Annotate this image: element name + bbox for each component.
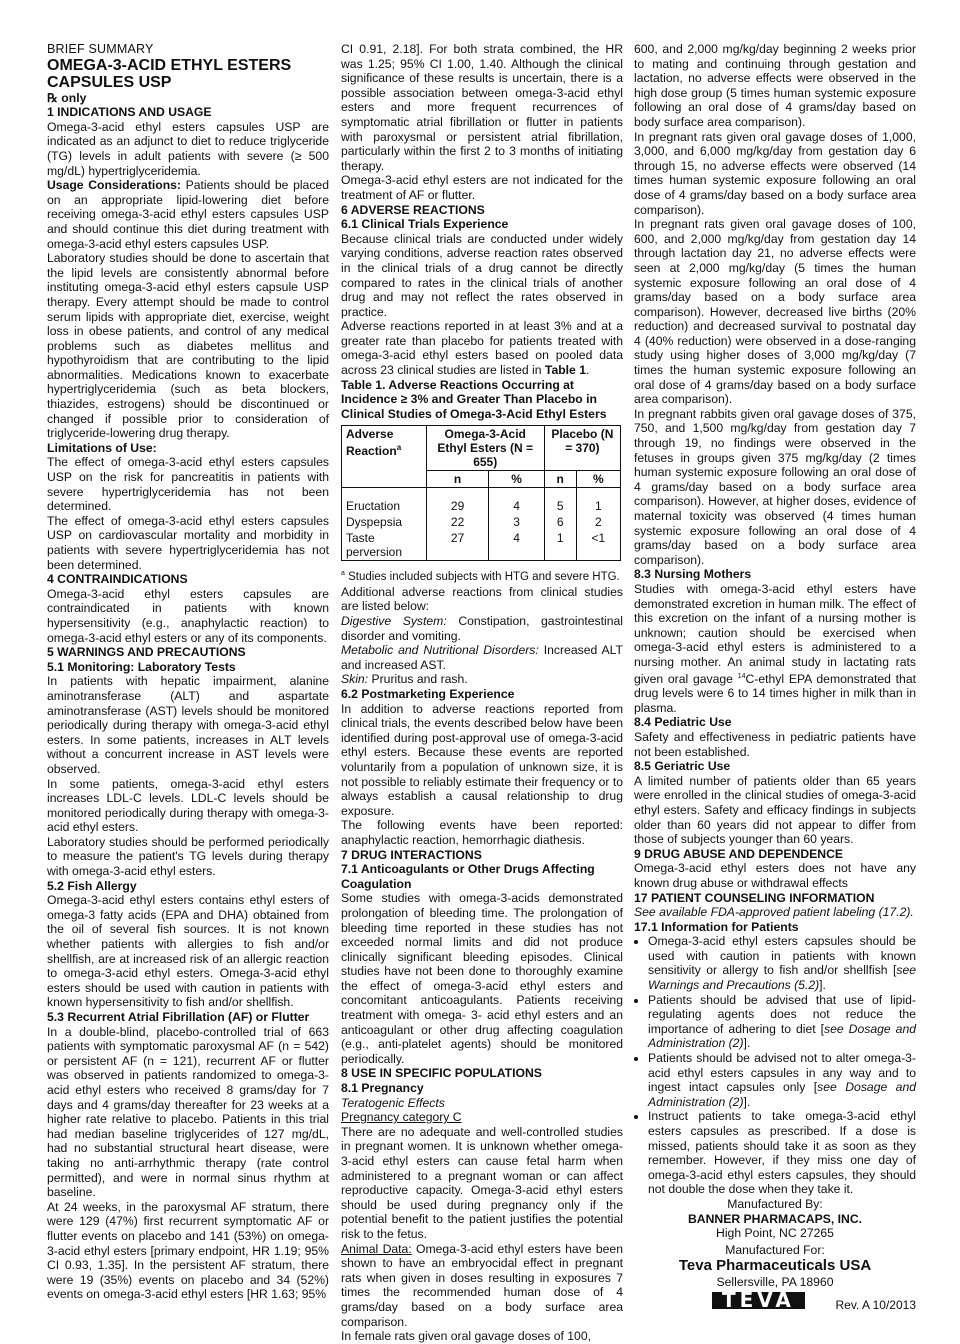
list-item bbox=[648, 934, 916, 992]
clinical-trials-period: . bbox=[586, 363, 590, 378]
bullet-1-reference: see Warnings and Precautions (5.2) bbox=[648, 963, 916, 993]
metabolic-line bbox=[341, 643, 623, 672]
clinical-trials-text: Adverse reactions reported in at least 3% and at a greater rate than placebo for patients treated with omega-3-acid ethyl esters based on pooled data across 23 clinical studies are listed in bbox=[341, 319, 623, 378]
metabolic-label: Metabolic and Nutritional Disorders: bbox=[341, 643, 539, 658]
drug-pct-header: % bbox=[489, 471, 544, 488]
section-8-4-heading: 8.4 Pediatric Use bbox=[634, 715, 732, 730]
adverse-reaction-header-text: Adverse Reaction bbox=[346, 427, 397, 459]
revision-label: Rev. A 10/2013 bbox=[835, 1297, 916, 1312]
usage-considerations-text: Patients should be placed on an appropriate lipid-lowering diet before receiving omega-3-acid ethyl esters capsules USP and should continue this diet during treatment with omega-3-acid ethyl esters capsules USP. bbox=[47, 178, 329, 251]
section-8-1-heading: 8.1 Pregnancy bbox=[341, 1081, 424, 1096]
digestive-text: Constipation, gastrointestinal disorder and vomiting. bbox=[341, 614, 624, 643]
skin-label: Skin: bbox=[341, 672, 369, 687]
footnote-marker: a bbox=[341, 570, 345, 578]
placebo-pct: 1 bbox=[576, 498, 620, 514]
section-4-heading: 4 CONTRAINDICATIONS bbox=[47, 572, 188, 587]
document-title-line1: OMEGA-3-ACID ETHYL ESTERS bbox=[47, 56, 292, 74]
distributor-name: Teva Pharmaceuticals USA bbox=[678, 1257, 872, 1275]
bullet-2-close: ]. bbox=[743, 1036, 751, 1051]
section-17-1-heading: 17.1 Information for Patients bbox=[634, 919, 799, 934]
footer-row bbox=[634, 1287, 916, 1316]
contraindications-paragraph: Omega-3-acid ethyl esters capsules are contraindicated in patients with known hypersensitivity (e.g., anaphylactic reaction) to omega-3-acid ethyl esters or any of its components. bbox=[47, 586, 329, 645]
female-rats-paragraph: In female rats given oral gavage doses of 100, bbox=[341, 1329, 591, 1344]
anticoagulants-paragraph: Some studies with omega-3-acids demonstrated prolongation of bleeding time. The prolongation of bleeding time reported in these studies has not exceeded normal limits and did not produce clinically significant bleeding episodes. Clinical studies have not been done to thoroughly examine the effect of omega-3-acid ethyl esters and concomitant anticoagulants. Patients receiving treatment with omega- 3- acid ethyl esters and an anticoagulant or other drug affecting coagulation (e.g., anti-platelet agents) should be monitored periodically. bbox=[341, 891, 623, 1066]
isotope-superscript: 14 bbox=[737, 672, 746, 680]
digestive-label: Digestive System: bbox=[341, 614, 447, 629]
skin-line bbox=[341, 672, 623, 687]
nursing-text-a: Studies with omega-3-acid ethyl esters have demonstrated excretion in human milk. The effect of this excretion on the infant of a nursing mother is unknown; caution should be exercised when omega-3-acid ethyl esters is administered to a nursing mother. An animal study in lactating rats given oral gavage bbox=[634, 581, 916, 686]
placebo-n-header: n bbox=[544, 471, 576, 488]
bullet-1-text: Omega-3-acid ethyl esters capsules should be used with caution in patients with known sensitivity or allergy to fish and/or shellfish [ bbox=[648, 934, 916, 978]
atrial-fibrillation-paragraph-2: At 24 weeks, in the paroxysmal AF stratum, there were 129 (47%) first recurrent symptomatic AF or flutter events on placebo and 141 (53%) on omega-3-acid ethyl esters [primary endpoint, HR 1.19; 95% CI 0.93, 1.35]. In the persistent AF stratum, there were 19 (35%) events on placebo and 34 (52%) events on omega-3-acid ethyl esters [HR 1.63; 95% bbox=[47, 1199, 329, 1302]
column-2 bbox=[341, 42, 623, 1344]
clinical-trials-paragraph-1: Because clinical trials are conducted under widely varying conditions, adverse reaction rates observed in the clinical trials of a drug cannot be directly compared to rates in the clinical trials of another drug and may not reflect the rates observed in practice. bbox=[341, 231, 623, 319]
clinical-trials-paragraph-2 bbox=[341, 319, 623, 377]
section-5-heading: 5 WARNINGS AND PRECAUTIONS bbox=[47, 645, 246, 660]
placebo-n: 5 bbox=[544, 498, 576, 514]
teva-logo bbox=[712, 1287, 805, 1312]
section-7-1-heading: 7.1 Anticoagulants or Other Drugs Affecting Coagulation bbox=[341, 862, 595, 891]
manufactured-by-label: Manufactured By: bbox=[727, 1196, 823, 1211]
pregnancy-paragraph: There are no adequate and well-controlled studies in pregnant women. It is unknown whether omega-3-acid ethyl esters can cause fetal harm when administered to a pregnant woman or can affect reproductive capacity. Omega-3-acid ethyl esters should be used during pregnancy only if the potential benefit to the patient justifies the potential risk to the fetus. bbox=[341, 1124, 623, 1241]
additional-reactions-intro: Additional adverse reactions from clinical studies are listed below: bbox=[341, 584, 623, 614]
limitations-heading: Limitations of Use: bbox=[47, 440, 157, 455]
distributor-city: Sellersville, PA 18960 bbox=[716, 1275, 834, 1290]
bullet-2-text: Patients should be advised that use of lipid-regulating agents does not reduce the importance of adhering to diet [ bbox=[648, 992, 916, 1036]
manufacturer-name: BANNER PHARMACAPS, INC. bbox=[687, 1211, 863, 1226]
section-6-1-heading: 6.1 Clinical Trials Experience bbox=[341, 217, 509, 232]
animal-data-text: Omega-3-acid ethyl esters have been shown to have an embryocidal effect in pregnant rats when given in doses resulting in exposures 7 times the recommended human dose of 4 grams/day based on a body surface area comparison. bbox=[341, 1241, 623, 1329]
drug-pct: 4 bbox=[489, 498, 544, 514]
list-item bbox=[648, 993, 916, 1051]
pregnant-rats-paragraph-2: In pregnant rats given oral gavage doses of 100, 600, and 2,000 mg/kg/day from gestation day 14 through lactation day 21, no adverse effects were seen at 2,000 mg/kg/day (5 times the human systemic exposure following an oral dose of 4 grams/day based on a body surface area comparison). However, decreased live births (20% reduction) and decreased survival to postnatal day 4 (40% reduction) were observed in a dose-ranging study using higher doses of 3,000 mg/kg/day (7 times the human systemic exposure following an oral dose of 4 grams/day based on a body surface area comparison). bbox=[634, 217, 916, 407]
manufactured-for-label: Manufactured For: bbox=[725, 1242, 825, 1257]
fish-allergy-paragraph: Omega-3-acid ethyl esters contains ethyl esters of omega-3 fatty acids (EPA and DHA) obtained from the oil of several fish sources. It is not known whether patients with allergies to fish and/or shellfish, are at increased risk of an allergic reaction to omega-3-acid ethyl esters. Omega-3-acid ethyl esters should be used with caution in patients with known hypersensitivity to fish and/or shellfish. bbox=[47, 893, 329, 1010]
animal-data-paragraph bbox=[341, 1242, 623, 1330]
atrial-fibrillation-paragraph-1: In a double-blind, placebo-controlled trial of 663 patients with symptomatic paroxysmal AF (n = 542) or persistent AF (n = 121), recurrent AF or flutter was observed in patients randomized to omega-3-acid ethyl esters who received 8 grams/day for 7 days and 4 grams/day thereafter for 23 weeks at a higher rate relative to placebo. Patients in this trial had median baseline triglycerides of 127 mg/dL, had no substantial structural heart disease, were taking no anti-arrhythmic therapy (rate control permitted), and were in normal sinus rhythm at baseline. bbox=[47, 1024, 329, 1200]
limitations-paragraph-1: The effect of omega-3-acid ethyl esters capsules USP on the risk for pancreatitis in patients with severe hypertriglyceridemia has not been determined. bbox=[47, 455, 329, 514]
list-item bbox=[648, 1051, 916, 1109]
section-7-heading: 7 DRUG INTERACTIONS bbox=[341, 847, 482, 862]
patient-info-list bbox=[634, 934, 916, 1197]
table-row bbox=[342, 514, 621, 530]
table-row bbox=[342, 498, 621, 514]
reaction-name: Dyspepsia bbox=[342, 514, 427, 530]
metabolic-text: Increased ALT and increased AST. bbox=[341, 643, 623, 672]
bullet-3-close: ]. bbox=[743, 1094, 751, 1109]
usage-considerations-label: Usage Considerations: bbox=[47, 178, 181, 193]
teratogenic-effects-label: Teratogenic Effects bbox=[341, 1095, 445, 1110]
postmarketing-paragraph-2: The following events have been reported: anaphylactic reaction, hemorrhagic diathesis. bbox=[341, 818, 623, 847]
document-title-line2: CAPSULES USP bbox=[47, 73, 172, 91]
geriatric-use-paragraph: A limited number of patients older than 65 years were enrolled in the clinical studies of omega-3-acid ethyl esters. Safety and efficacy findings in subjects older than 60 years did not appear to differ from those of subjects younger than 60 years. bbox=[634, 773, 916, 847]
teva-logo-text: TEVA bbox=[712, 1292, 805, 1309]
drug-abuse-paragraph: Omega-3-acid ethyl esters does not have any known drug abuse or withdrawal effects bbox=[634, 861, 916, 890]
section-6-heading: 6 ADVERSE REACTIONS bbox=[341, 202, 485, 217]
skin-text: Pruritus and rash. bbox=[368, 672, 468, 687]
drug-n: 29 bbox=[426, 498, 489, 514]
drug-n-header: n bbox=[426, 471, 489, 488]
adverse-reaction-header bbox=[342, 426, 427, 471]
digestive-system-line bbox=[341, 614, 623, 643]
patient-labeling-note: See available FDA-approved patient labeling (17.2). bbox=[634, 905, 914, 920]
bullet-2-reference: see Dosage and Administration (2) bbox=[648, 1021, 916, 1051]
drug-pct: 3 bbox=[489, 514, 544, 530]
bullet-1-close: ]. bbox=[819, 978, 826, 993]
placebo-n: 1 bbox=[544, 530, 576, 561]
reaction-name: Taste perversion bbox=[342, 530, 427, 561]
pediatric-use-paragraph: Safety and effectiveness in pediatric patients have not been established. bbox=[634, 729, 916, 759]
placebo-pct-header: % bbox=[576, 471, 620, 488]
table-subheader-spacer bbox=[342, 471, 427, 488]
table-row bbox=[342, 530, 621, 561]
table-1-caption: Table 1. Adverse Reactions Occurring at Incidence ≥ 3% and Greater Than Placebo in Clinical Studies of Omega-3-Acid Ethyl Esters bbox=[341, 377, 607, 421]
bullet-3-reference: see Dosage and Administration (2) bbox=[648, 1080, 916, 1109]
monitoring-paragraph-3: Laboratory studies should be performed periodically to measure the patient's TG levels during therapy with omega-3-acid ethyl esters. bbox=[47, 834, 329, 879]
placebo-pct: 2 bbox=[576, 514, 620, 530]
placebo-n: 6 bbox=[544, 514, 576, 530]
column-1 bbox=[47, 42, 329, 1302]
reaction-name: Eructation bbox=[342, 498, 427, 514]
nursing-mothers-paragraph bbox=[634, 582, 916, 715]
pregnancy-category-label: Pregnancy category C bbox=[341, 1110, 462, 1125]
section-8-5-heading: 8.5 Geriatric Use bbox=[634, 759, 731, 774]
pregnant-rats-paragraph-1: In pregnant rats given oral gavage doses of 1,000, 3,000, and 6,000 mg/kg/day from gestation day 6 through 15, no adverse effects were observed (14 times human systemic exposure following an oral dose of 4 grams/day based on a body surface area comparison). bbox=[634, 129, 916, 217]
laboratory-studies-paragraph: Laboratory studies should be done to ascertain that the lipid levels are consistently abnormal before instituting omega-3-acid ethyl esters capsule USP therapy. Every attempt should be made to control serum lipids with appropriate diet, exercise, weight loss in obese patients, and control of any medical problems such as diabetes mellitus and hypothyroidism that are contributing to the lipid abnormalities. Medications known to exacerbate hypertriglyceridemia (such as beta blockers, thiazides, estrogens) should be discontinued or changed if possible prior to consideration of triglyceride-lowering drug therapy. bbox=[47, 251, 329, 441]
usage-considerations-paragraph bbox=[47, 178, 329, 251]
bullet-3-text: Patients should be advised not to alter omega-3-acid ethyl esters capsules in any way and to ingest intact capsules only [ bbox=[648, 1051, 916, 1095]
pregnant-rabbits-paragraph: In pregnant rabbits given oral gavage doses of 375, 750, and 1,500 mg/kg/day from gestation day 7 through 19, no findings were observed in the fetuses in groups given 375 mg/kg/day (2 times human systemic exposure following an oral dose of 4 grams/day based on a body surface area comparison). However, at higher doses, evidence of maternal toxicity was observed (4 times human systemic exposure following an oral dose of 4 grams/day based on a body surface area comparison). bbox=[634, 406, 916, 567]
limitations-paragraph-2: The effect of omega-3-acid ethyl esters capsules USP on cardiovascular mortality and morbidity in patients with severe hypertriglyceridemia has not been determined. bbox=[47, 513, 329, 572]
animal-data-label: Animal Data: bbox=[341, 1241, 412, 1256]
column-3 bbox=[634, 42, 916, 1316]
drug-n: 22 bbox=[426, 514, 489, 530]
table-footnote bbox=[341, 567, 623, 584]
atrial-fibrillation-continued: CI 0.91, 2.18]. For both strata combined, the HR was 1.25; 95% CI 1.00, 1.40. Although the clinical significance of these results is uncertain, there is a possible association between omega-3-acid ethyl esters and more frequent recurrences of symptomatic atrial fibrillation or flutter in patients with paroxysmal or persistent atrial fibrillation, particularly within the first 2 to 3 months of initiating therapy. bbox=[341, 42, 623, 173]
placebo-group-header: Placebo (N = 370) bbox=[544, 426, 620, 471]
section-5-3-heading: 5.3 Recurrent Atrial Fibrillation (AF) or Flutter bbox=[47, 1010, 310, 1024]
monitoring-paragraph-2: In some patients, omega-3-acid ethyl esters increases LDL-C levels. LDL-C levels should be monitored periodically during therapy with omega-3-acid ethyl esters. bbox=[47, 776, 329, 835]
document-page bbox=[47, 42, 917, 1344]
section-17-heading: 17 PATIENT COUNSELING INFORMATION bbox=[634, 890, 875, 905]
footnote-text: Studies included subjects with HTG and severe HTG. bbox=[344, 571, 620, 584]
placebo-pct: <1 bbox=[576, 530, 620, 561]
table-1-reference: Table 1 bbox=[544, 363, 586, 378]
adverse-reaction-header-sup: a bbox=[396, 443, 402, 453]
section-8-heading: 8 USE IN SPECIFIC POPULATIONS bbox=[341, 1066, 542, 1081]
drug-n: 27 bbox=[426, 530, 489, 561]
postmarketing-paragraph-1: In addition to adverse reactions reported from clinical trials, the events described below have been identified during post-approval use of omega-3-acid ethyl esters. Because these events are reported voluntarily from a population of unknown size, it is not possible to reliably estimate their frequency or to always establish a causal relationship to drug exposure. bbox=[341, 701, 623, 818]
manufacturer-city: High Point, NC 27265 bbox=[716, 1226, 834, 1241]
brief-summary-label: BRIEF SUMMARY bbox=[47, 42, 154, 56]
section-1-heading: 1 INDICATIONS AND USAGE bbox=[47, 105, 212, 120]
adverse-reactions-table bbox=[341, 425, 621, 561]
section-6-2-heading: 6.2 Postmarketing Experience bbox=[341, 687, 515, 702]
list-item: • Instruct patients to take omega-3-acid ethyl esters capsules as prescribed. If a dose is missed, patients should take it as soon as they remember. However, if they miss one day of omega-3-acid ethyl esters capsules, they should not double the dose when they take it. bbox=[648, 1109, 916, 1197]
table-spacer-row bbox=[342, 488, 427, 499]
drug-group-header: Omega-3-Acid Ethyl Esters (N = 655) bbox=[426, 426, 544, 471]
monitoring-paragraph-1: In patients with hepatic impairment, alanine aminotransferase (ALT) and aspartate aminotransferase (AST) levels should be monitored periodically during therapy with omega-3-acid ethyl esters. In some patients, increases in ALT levels without a concurrent increase in AST levels were observed. bbox=[47, 674, 329, 776]
female-rats-continued: 600, and 2,000 mg/kg/day beginning 2 weeks prior to mating and continuing through gestation and lactation, no adverse effects were observed in the high dose group (5 times human systemic exposure following an oral dose of 4 grams/day based on body surface area comparison). bbox=[634, 42, 916, 129]
indications-paragraph: Omega-3-acid ethyl esters capsules USP are indicated as an adjunct to diet to reduce triglyceride (TG) levels in adult patients with severe (≥ 500 mg/dL) hypertriglyceridemia. bbox=[47, 119, 329, 178]
section-9-heading: 9 DRUG ABUSE AND DEPENDENCE bbox=[634, 846, 844, 861]
section-5-1-heading: 5.1 Monitoring: Laboratory Tests bbox=[47, 659, 236, 674]
section-8-3-heading: 8.3 Nursing Mothers bbox=[634, 567, 752, 582]
section-5-2-heading: 5.2 Fish Allergy bbox=[47, 878, 137, 893]
af-not-indicated-paragraph: Omega-3-acid ethyl esters are not indicated for the treatment of AF or flutter. bbox=[341, 173, 623, 202]
rx-only-label: ℞ only bbox=[47, 90, 87, 105]
drug-pct: 4 bbox=[489, 530, 544, 561]
nursing-text-b: C-ethyl EPA demonstrated that drug levels were 6 to 14 times higher in milk than in plasma. bbox=[634, 671, 916, 715]
